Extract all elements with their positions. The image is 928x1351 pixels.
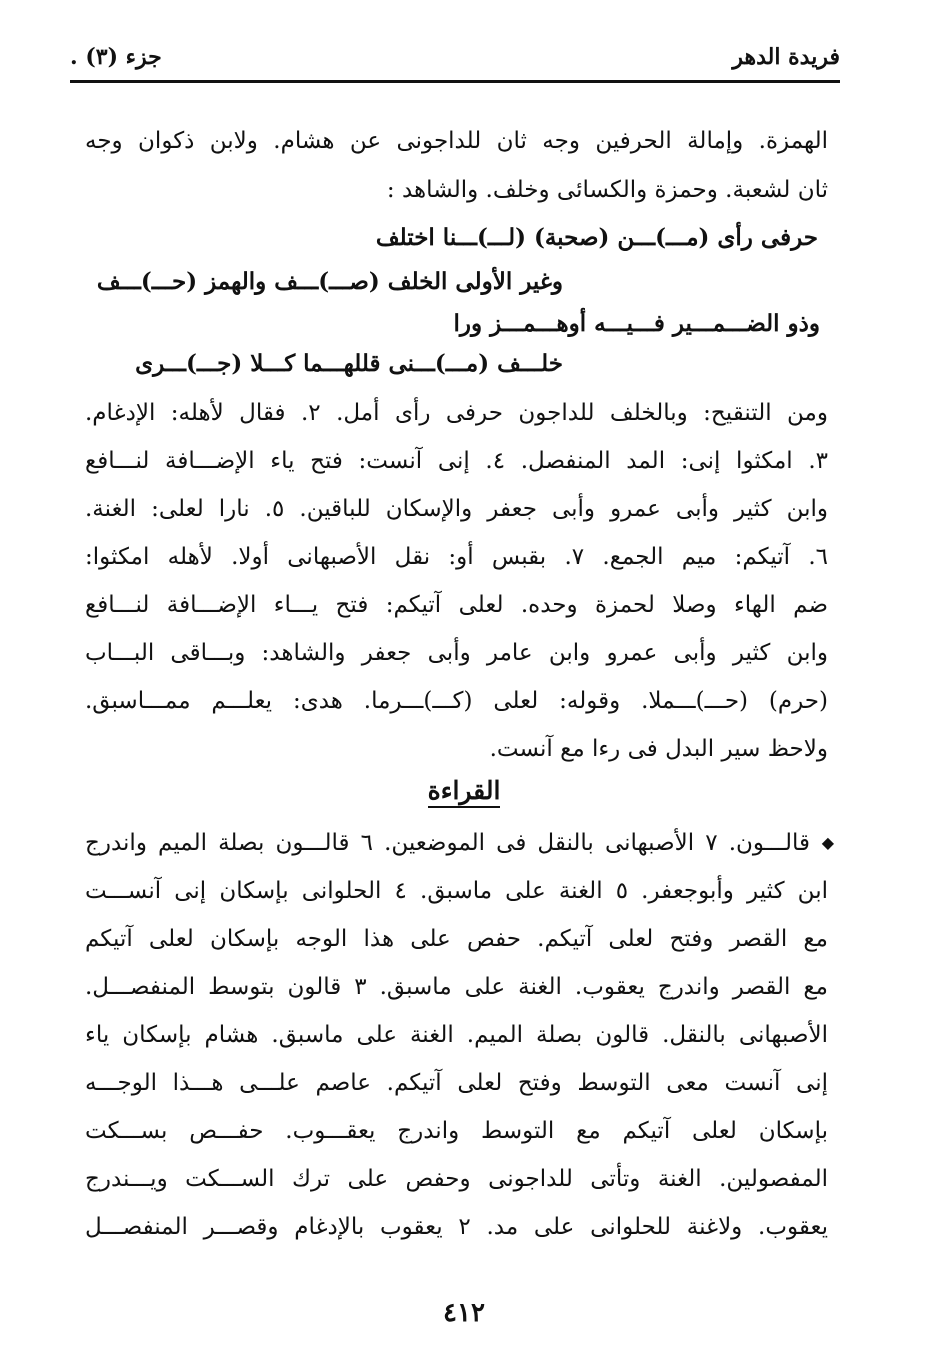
poem-verse: وذو الضـــمـــير فـــيـــه أوهـــمـــز ورا — [453, 310, 820, 337]
text-line: ولاحظ سير البدل فى رءا مع آنست. — [489, 736, 828, 762]
text-line: ومن التنقيح: وبالخلف للداجون حرفى رأى أمل. ٢. فقال لأهله: الإدغام. — [85, 400, 828, 426]
poem-verse: خلـــف (مـــ)ـــنى قللهـــما كـــلا (جـــ)ـــرى — [135, 350, 563, 377]
page-number: ٤١٢ — [443, 1298, 485, 1328]
poem-verse: حرفى رأى (مـــ)ـــن (صحبة) (لـــ)ـــنا اختلف — [375, 224, 818, 251]
text-line: مع القصر وفتح لعلى آتيكم. حفص على هذا الوجه بإسكان لعلى آتيكم — [85, 926, 828, 952]
text-line: ابن كثير وأبوجعفر. ٥ الغنة على ماسبق. ٤ الحلوانى بإسكان إنى آنســـت — [85, 878, 828, 904]
book-title: فريدة الدهر — [732, 44, 840, 70]
text-line: ثان لشعبة. وحمزة والكسائى وخلف. والشاهد : — [386, 177, 828, 203]
part-number: جزء (٣) . — [70, 44, 162, 70]
text-line: وابن كثير وأبى عمرو وأبى جعفر والإسكان للباقين. ٥. نارا لعلى: الغنة. — [85, 496, 828, 522]
section-heading-text: القراءة — [428, 776, 501, 808]
running-header — [70, 38, 840, 83]
text-line: الهمزة. وإمالة الحرفين وجه ثان للداجونى عن هشام. ولابن ذكوان وجه — [85, 128, 828, 154]
poem-verse: وغير الأولى الخلف (صـــ)ـــف والهمز (حـــ)ـــف — [96, 268, 563, 295]
text-line: (حرم) (حـــ)ـــملا. وقوله: لعلى (كـــ)ـــرما. هدى: يعلـــم ممـــاسبق. — [85, 688, 828, 714]
text-line: يعقوب. ولاغنة للحلوانى على مد. ٢ يعقوب بالإدغام وقصـــر المنفصـــل — [85, 1214, 828, 1240]
text-line: الأصبهانى بالنقل. قالون بصلة الميم. الغنة على ماسبق. هشام بإسكان ياء — [85, 1022, 828, 1048]
text-line: قالـــون. ٧ الأصبهانى بالنقل فى الموضعين. ٦ قالـــون بصلة الميم واندرج — [85, 830, 810, 856]
text-line: إنى آنست معى التوسط وفتح لعلى آتيكم. عاصم علـــى هـــذا الوجـــه — [85, 1070, 828, 1096]
section-heading — [0, 776, 928, 808]
diamond-bullet-icon: ◆ — [821, 833, 834, 852]
text-line: وابن كثير وأبى عمرو وابن عامر وأبى جعفر والشاهد: وبـــاقى البـــاب — [85, 640, 828, 666]
text-line: بإسكان لعلى آتيكم مع التوسط واندرج يعقـــوب. حفـــص بســـكت — [85, 1118, 828, 1144]
text-line: المفصولين. الغنة وتأتى للداجونى وحفص على ترك الســـكت ويـــندرج — [85, 1166, 828, 1192]
text-line: مع القصر واندرج يعقوب. الغنة على ماسبق. ٣ قالون بتوسط المنفصـــل. — [85, 974, 828, 1000]
text-line: ٣. امكثوا إنى: المد المنفصل. ٤. إنى آنست: فتح ياء الإضـــافة لنـــافع — [85, 448, 828, 474]
text-line: ضم الهاء وصلا لحمزة وحده. لعلى آتيكم: فتح يـــاء الإضـــافة لنـــافع — [85, 592, 828, 618]
text-line: ٦. آتيكم: ميم الجمع. ٧. بقبس أو: نقل الأصبهانى أولا. لأهله امكثوا: — [85, 544, 828, 570]
